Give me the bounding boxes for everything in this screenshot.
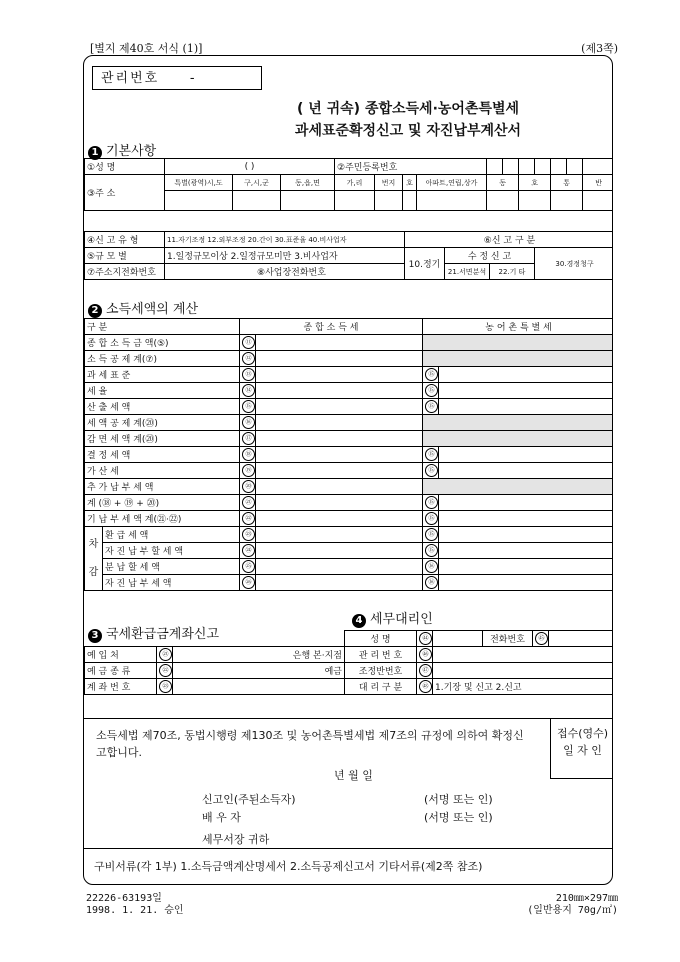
calc-row-code: ⑱ (242, 448, 255, 461)
rural-row-code: ⑯ (425, 560, 438, 573)
rrn-label: ②주민등록번호 (335, 159, 487, 175)
income-tax-field[interactable] (256, 511, 423, 527)
scale-options[interactable]: 1.일정규모이상 2.일정규모미만 3.비사업자 (165, 248, 405, 264)
rural-row-code: ⑮ (425, 496, 438, 509)
account-type-label: 예 금 종 류 (85, 663, 157, 679)
diff-label: 차감 (85, 527, 103, 591)
calc-row (85, 335, 614, 351)
amend-option-1[interactable]: 21.서면분석 (445, 264, 490, 280)
income-tax-field[interactable] (256, 479, 423, 495)
rrn-cell[interactable] (503, 159, 519, 175)
account-no-field[interactable] (173, 679, 345, 695)
calc-row-code: ⑯ (242, 416, 255, 429)
calc-row-code: ㉕ (242, 560, 255, 573)
agent-mgmt-field[interactable] (433, 647, 614, 663)
declaration-area (84, 718, 613, 849)
name-field[interactable] (165, 159, 335, 175)
addr-input[interactable] (281, 191, 335, 211)
income-tax-field[interactable] (256, 367, 423, 383)
receipt-stamp-box: 접수(영수) 일 자 인 (550, 719, 613, 779)
rural-tax-shaded (423, 431, 613, 447)
home-tel-label: ⑦주소지전화번호 (85, 264, 165, 280)
footer-left (86, 893, 184, 917)
adjust-team-field[interactable] (433, 663, 614, 679)
calc-head-category: 구 분 (85, 319, 240, 335)
income-tax-field[interactable] (256, 447, 423, 463)
address-label: ③주 소 (85, 175, 165, 211)
addr-input[interactable] (403, 191, 417, 211)
addr-input[interactable] (519, 191, 551, 211)
income-tax-field[interactable] (256, 399, 423, 415)
spouse-label: 배 우 자 (202, 811, 241, 824)
agent-tel-code: ㊺ (535, 632, 548, 645)
bank-label: 예 입 처 (85, 647, 157, 663)
rural-tax-field[interactable] (439, 559, 613, 575)
rural-tax-field[interactable] (439, 527, 613, 543)
addr-col-gu: 구,시,군 (233, 175, 281, 191)
rural-tax-shaded (423, 335, 613, 351)
tax-office: 세무서장 귀하 (202, 833, 270, 846)
calc-row (85, 527, 614, 543)
calc-row-label: 과 세 표 준 (85, 367, 240, 383)
section4-number: 4 (352, 614, 366, 628)
calc-row-code: ㉖ (242, 576, 255, 589)
form-number: [별지 제40호 서식 (1)] (90, 42, 203, 55)
calc-row (85, 383, 614, 399)
addr-col-apt-ho: 호 (519, 175, 551, 191)
rural-tax-field[interactable] (439, 383, 613, 399)
rural-row-code: ⑯ (425, 576, 438, 589)
filing-type-table (84, 231, 613, 280)
footer-paper-size: 210㎜×297㎜ (555, 893, 618, 904)
addr-col-ri: 가,리 (335, 175, 375, 191)
bank-field[interactable]: 은행 본·지점 (173, 647, 345, 663)
claim-option[interactable]: 30.경정청구 (535, 248, 614, 280)
calc-row-code: ㉑ (242, 496, 255, 509)
calc-row-label: 감 면 세 액 계(⑳) (85, 431, 240, 447)
calc-row-label: 세 율 (85, 383, 240, 399)
rural-tax-field[interactable] (439, 447, 613, 463)
agent-tel-label: 전화번호 (483, 631, 533, 647)
adjust-team-label: 조정반번호 (345, 663, 417, 679)
addr-col-apt-dong: 동 (487, 175, 519, 191)
income-tax-field[interactable] (256, 463, 423, 479)
account-type-field[interactable]: 예금 (173, 663, 345, 679)
income-tax-field[interactable] (256, 335, 423, 351)
footer-paper-type: (일반용지 70g/㎡) (527, 905, 618, 916)
section2-heading (88, 298, 198, 318)
calc-row-label: 기 납 부 세 액 계(㉑·㉒) (85, 511, 240, 527)
agent-type-code: ㊽ (419, 680, 432, 693)
calc-row-code: ⑰ (242, 432, 255, 445)
calc-row-code: ㉒ (242, 512, 255, 525)
addr-col-ban: 반 (583, 175, 613, 191)
section3-number: 3 (88, 629, 102, 643)
calc-row-label: 분 납 할 세 액 (103, 559, 240, 575)
rrn-cell[interactable] (519, 159, 535, 175)
form-title-line1: ( 년 귀속) 종합소득세·농어촌특별세 (296, 101, 520, 117)
rural-tax-shaded (423, 479, 613, 495)
calc-row-code: ⑬ (242, 368, 255, 381)
filer-label: 신고인(주된소득자) (202, 793, 296, 806)
section2-number: 2 (88, 304, 102, 318)
calc-row-label: 환 급 세 액 (103, 527, 240, 543)
adjust-team-code: ㊼ (419, 664, 432, 677)
income-tax-field[interactable] (256, 415, 423, 431)
form-frame (83, 55, 613, 885)
filer-sign[interactable]: (서명 또는 인) (424, 793, 493, 806)
business-tel-text: ⑧사업장전화번호 (257, 268, 326, 278)
name-paren: ( ) (244, 161, 255, 172)
page-number: (제3쪽) (581, 42, 618, 55)
calc-row (85, 575, 614, 591)
calc-row-code: ⑭ (242, 384, 255, 397)
footer-code: 22226-63193일 (86, 893, 162, 904)
calc-row-code: ⑪ (242, 336, 255, 349)
name-label: ①성 명 (85, 159, 165, 175)
filing-kind-label: ⑥신 고 구 분 (405, 232, 614, 248)
footer-right (527, 893, 618, 917)
form-title-line2: 과세표준확정신고 및 자진납부계산서 (294, 123, 522, 139)
calc-row-code: ⑫ (242, 352, 255, 365)
tax-calc-table (84, 318, 613, 591)
income-tax-field[interactable] (256, 559, 423, 575)
calc-row (85, 479, 614, 495)
calc-head-income-tax: 종 합 소 득 세 (240, 319, 423, 335)
calc-head-rural-tax: 농 어 촌 특 별 세 (423, 319, 613, 335)
addr-input[interactable] (583, 191, 613, 211)
filing-type-label: ④신 고 유 형 (85, 232, 165, 248)
calc-row (85, 415, 614, 431)
section1-title: 기본사항 (106, 144, 157, 159)
income-tax-field[interactable] (256, 351, 423, 367)
agent-name-label: 성 명 (345, 631, 417, 647)
filing-type-options[interactable]: 11.자기조정 12.외부조정 20.간이 30.표준율 40.비사업자 (165, 232, 405, 248)
rural-row-code: ⑮ (425, 464, 438, 477)
rrn-cell[interactable] (551, 159, 567, 175)
calc-row (85, 463, 614, 479)
calc-row-label: 자 진 납 부 할 세 액 (103, 543, 240, 559)
addr-input[interactable] (233, 191, 281, 211)
addr-col-city: 특별(광역)시,도 (165, 175, 233, 191)
agent-mgmt-label: 관 리 번 호 (345, 647, 417, 663)
regular-filing[interactable]: 10.정기 (405, 248, 445, 280)
calc-row-label: 세 액 공 제 계(⑳) (85, 415, 240, 431)
calc-row (85, 447, 614, 463)
calc-row-label: 결 정 세 액 (85, 447, 240, 463)
rrn-cell[interactable] (535, 159, 551, 175)
rural-row-code: ⑮ (425, 512, 438, 525)
rural-tax-field[interactable] (439, 367, 613, 383)
section3-title: 국세환급금계좌신고 (106, 627, 220, 642)
rural-tax-field[interactable] (439, 495, 613, 511)
bank-code: ㉑ (159, 648, 172, 661)
addr-input[interactable] (335, 191, 375, 211)
calc-row (85, 511, 614, 527)
agent-name-field[interactable] (433, 631, 483, 647)
account-no-label: 계 좌 번 호 (85, 679, 157, 695)
income-tax-field[interactable] (256, 543, 423, 559)
amend-option-2[interactable]: 22.기 타 (490, 264, 535, 280)
addr-col-bunji: 번지 (375, 175, 403, 191)
management-number-box[interactable] (92, 66, 262, 90)
calc-row (85, 399, 614, 415)
income-tax-field[interactable] (256, 495, 423, 511)
calc-row (85, 367, 614, 383)
addr-input[interactable] (417, 191, 487, 211)
addr-input[interactable] (487, 191, 519, 211)
required-documents: 구비서류(각 1부) 1.소득금액계산명세서 2.소득공제신고서 기타서류(제2쪽 참조) (84, 848, 613, 884)
addr-col-dong: 동,읍,면 (281, 175, 335, 191)
calc-row-code: ⑲ (242, 464, 255, 477)
rural-row-code: ⑮ (425, 528, 438, 541)
refund-agent-table (84, 630, 613, 695)
account-type-code: ㉒ (159, 664, 172, 677)
rural-tax-shaded (423, 351, 613, 367)
scale-label: ⑤규 모 별 (85, 248, 165, 264)
basic-info-table (84, 158, 613, 211)
rrn-cell[interactable] (583, 159, 613, 175)
business-tel-label[interactable] (165, 264, 405, 280)
calc-row-code: ㉔ (242, 544, 255, 557)
rural-row-code: ⑮ (425, 368, 438, 381)
calc-row (85, 431, 614, 447)
section1-number: 1 (88, 146, 102, 160)
calc-row-label: 소 득 공 제 계(⑦) (85, 351, 240, 367)
rural-tax-field[interactable] (439, 463, 613, 479)
declaration-date[interactable]: 년 월 일 (334, 769, 373, 782)
calc-row-label: 종 합 소 득 금 액(⑤) (85, 335, 240, 351)
rural-tax-shaded (423, 415, 613, 431)
rural-row-code: ⑮ (425, 384, 438, 397)
addr-col-apt: 아파트,연립,상가 (417, 175, 487, 191)
calc-row-code: ㉓ (242, 528, 255, 541)
rrn-cell[interactable] (567, 159, 583, 175)
amend-label: 수 정 신 고 (445, 248, 535, 264)
calc-row-label: 자 진 납 부 세 액 (103, 575, 240, 591)
calc-row-code: ⑳ (242, 480, 255, 493)
management-number-label: 관리번호 (101, 71, 160, 86)
rural-tax-field[interactable] (439, 575, 613, 591)
addr-input[interactable] (375, 191, 403, 211)
rrn-cell[interactable] (487, 159, 503, 175)
calc-row (85, 495, 614, 511)
calc-row-label: 가 산 세 (85, 463, 240, 479)
calc-row (85, 351, 614, 367)
addr-input[interactable] (551, 191, 583, 211)
calc-row (85, 559, 614, 575)
income-tax-field[interactable] (256, 575, 423, 591)
section4-heading (352, 608, 433, 628)
rural-tax-field[interactable] (439, 543, 613, 559)
income-tax-field[interactable] (256, 431, 423, 447)
spouse-sign[interactable]: (서명 또는 인) (424, 811, 493, 824)
calc-row-label: 추 가 납 부 세 액 (85, 479, 240, 495)
section1-heading (88, 140, 156, 160)
rural-tax-field[interactable] (439, 399, 613, 415)
rural-row-code: ⑮ (425, 448, 438, 461)
calc-row-code: ⑮ (242, 400, 255, 413)
declaration-text: 소득세법 제70조, 동법시행령 제130조 및 농어촌특별세법 제7조의 규정에 의하여 확정신고합니다. (96, 729, 524, 759)
management-number-dash: - (189, 71, 197, 86)
addr-col-tong: 통 (551, 175, 583, 191)
rural-tax-field[interactable] (439, 511, 613, 527)
addr-input[interactable] (165, 191, 233, 211)
rural-row-code: ⑮ (425, 544, 438, 557)
rural-row-code: ⑮ (425, 400, 438, 413)
account-no-code: ㉓ (159, 680, 172, 693)
agent-type-label: 대 리 구 분 (345, 679, 417, 695)
agent-type-options[interactable]: 1.기장 및 신고 2.신고 (433, 679, 614, 695)
calc-row-label: 산 출 세 액 (85, 399, 240, 415)
calc-row-label: 계 (⑱ + ⑲ + ⑳) (85, 495, 240, 511)
agent-tel-field[interactable] (549, 631, 614, 647)
section2-title: 소득세액의 계산 (106, 302, 199, 317)
income-tax-field[interactable] (256, 383, 423, 399)
income-tax-field[interactable] (256, 527, 423, 543)
footer-approval-date: 1998. 1. 21. 승인 (86, 905, 184, 916)
agent-name-code: ㊹ (419, 632, 432, 645)
calc-row (85, 543, 614, 559)
addr-col-ho: 호 (403, 175, 417, 191)
section4-title: 세무대리인 (370, 612, 433, 627)
agent-mgmt-code: ㊻ (419, 648, 432, 661)
